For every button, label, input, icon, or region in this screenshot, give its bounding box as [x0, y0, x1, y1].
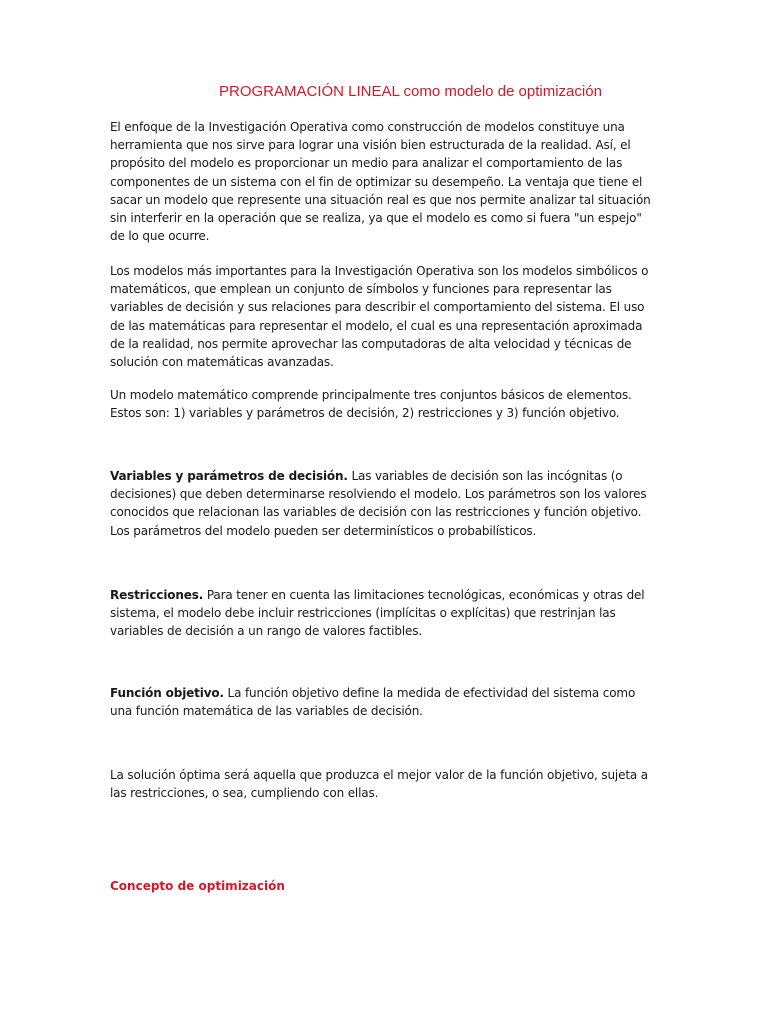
variables-definition: Las variables de decisión son las incógnitas (o decisiones) que deben determinarse resolviendo el modelo. Los parámetros son los valores conocidos que relacionan las variables de decisión con las restricciones y función objetivo. Los parámetros del modelo pueden ser determinísticos o probabilísticos.: [110, 469, 647, 538]
variables-term: Variables y parámetros de decisión.: [110, 469, 348, 483]
components-paragraph: Un modelo matemático comprende principalmente tres conjuntos básicos de elementos. Estos son: 1) variables y parámetros de decisión, 2) restricciones y 3) función objetivo.: [110, 388, 632, 421]
optimal-solution-paragraph: La solución óptima será aquella que produzca el mejor valor de la función objetivo, sujeta a las restricciones, o sea, cumpliendo con ellas.: [110, 768, 648, 801]
section-heading: Concepto de optimización: [110, 879, 285, 893]
objective-function-paragraph: [110, 684, 660, 720]
document-title: PROGRAMACIÓN LINEAL como modelo de optimización: [219, 83, 602, 100]
objective-function-term: Función objetivo.: [110, 686, 224, 700]
models-paragraph: Los modelos más importantes para la Investigación Operativa son los modelos simbólicos o matemáticos, que emplean un conjunto de símbolos y funciones para representar las variables de decisión y sus relaciones para describir el comportamiento del sistema. El uso de las matemáticas para representar el modelo, el cual es una representación aproximada de la realidad, nos permite aprovechar las computadoras de alta velocidad y técnicas de solución con matemáticas avanzadas.: [110, 264, 649, 370]
objective-function-definition: La función objetivo define la medida de efectividad del sistema como una función matemática de las variables de decisión.: [110, 686, 636, 719]
restrictions-definition: Para tener en cuenta las limitaciones tecnológicas, económicas y otras del sistema, el modelo debe incluir restricciones (implícitas o explícitas) que restrinjan las variables de decisión a un rango de valores factibles.: [110, 588, 645, 639]
restrictions-term: Restricciones.: [110, 588, 204, 602]
intro-paragraph: El enfoque de la Investigación Operativa como construcción de modelos constituye una herramienta que nos sirve para lograr una visión bien estructurada de la realidad. Así, el propósito del modelo es proporcionar un medio para analizar el comportamiento de las componentes de un sistema con el fin de optimizar su desempeño. La ventaja que tiene el sacar un modelo que represente una situación real es que nos permite analizar tal situación sin interferir en la operación que se realiza, ya que el modelo es como si fuera "un espejo" de lo que ocurre.: [110, 120, 651, 244]
restrictions-paragraph: [110, 586, 660, 641]
variables-paragraph: [110, 467, 660, 540]
